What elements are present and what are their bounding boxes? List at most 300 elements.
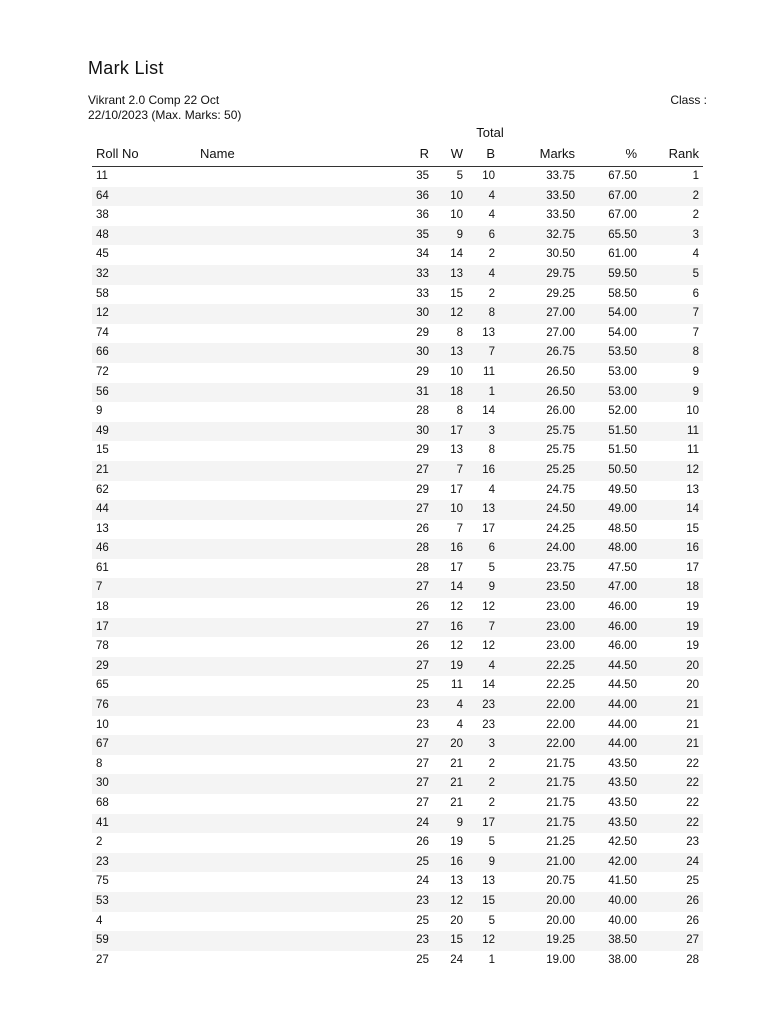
cell-percent: 52.00 <box>608 405 637 418</box>
cell-marks: 21.75 <box>546 797 575 809</box>
cell-wrong: 12 <box>450 307 463 320</box>
cell-rank: 22 <box>686 757 699 770</box>
cell-wrong: 15 <box>450 287 463 300</box>
cell-percent: 46.00 <box>608 640 637 653</box>
cell-right: 25 <box>416 953 429 966</box>
cell-right: 28 <box>416 561 429 574</box>
cell-percent: 42.50 <box>608 836 637 849</box>
cell-percent: 49.00 <box>608 503 637 516</box>
cell-roll-no: 38 <box>96 209 109 222</box>
cell-blank: 5 <box>488 561 495 574</box>
cell-blank: 5 <box>488 836 495 849</box>
column-header-wrong: W <box>450 146 463 161</box>
cell-roll-no: 13 <box>96 522 109 535</box>
cell-wrong: 12 <box>450 640 463 653</box>
cell-marks: 30.50 <box>546 248 575 261</box>
cell-roll-no: 17 <box>96 620 109 633</box>
cell-wrong: 21 <box>450 777 463 790</box>
cell-percent: 58.50 <box>608 287 637 300</box>
cell-right: 36 <box>416 209 429 222</box>
cell-blank: 7 <box>488 620 495 633</box>
cell-right: 26 <box>416 640 429 653</box>
cell-percent: 44.00 <box>608 699 637 712</box>
cell-right: 33 <box>416 267 429 280</box>
cell-rank: 22 <box>686 777 699 790</box>
table-row <box>92 833 703 853</box>
cell-blank: 8 <box>488 444 495 457</box>
cell-roll-no: 49 <box>96 424 109 437</box>
table-row <box>92 461 703 481</box>
cell-percent: 41.50 <box>608 875 637 888</box>
cell-blank: 23 <box>482 699 495 712</box>
cell-rank: 20 <box>686 659 699 672</box>
cell-marks: 33.50 <box>546 209 575 222</box>
cell-percent: 51.50 <box>608 424 637 437</box>
cell-blank: 9 <box>488 581 495 594</box>
cell-wrong: 7 <box>456 463 463 476</box>
column-header-blank: B <box>486 146 495 161</box>
cell-wrong: 19 <box>450 659 463 672</box>
cell-percent: 47.50 <box>608 561 637 574</box>
cell-rank: 11 <box>687 444 699 457</box>
cell-rank: 22 <box>686 797 699 809</box>
cell-marks: 21.75 <box>546 816 575 829</box>
cell-marks: 22.00 <box>546 738 575 751</box>
cell-wrong: 13 <box>450 346 463 359</box>
cell-marks: 22.00 <box>546 718 575 731</box>
cell-right: 27 <box>416 620 429 633</box>
table-row <box>92 167 703 187</box>
cell-roll-no: 30 <box>96 777 109 790</box>
cell-blank: 14 <box>482 679 495 692</box>
cell-percent: 54.00 <box>608 307 637 320</box>
cell-marks: 25.25 <box>546 463 575 476</box>
cell-marks: 19.25 <box>546 934 575 947</box>
cell-right: 34 <box>416 248 429 261</box>
cell-roll-no: 62 <box>96 483 109 496</box>
cell-right: 27 <box>416 463 429 476</box>
cell-blank: 1 <box>488 385 495 398</box>
cell-blank: 4 <box>488 209 495 222</box>
cell-roll-no: 27 <box>96 953 109 966</box>
table-row <box>92 520 703 540</box>
cell-rank: 18 <box>686 581 699 594</box>
cell-marks: 27.00 <box>546 326 575 339</box>
table-row <box>92 696 703 716</box>
cell-wrong: 10 <box>450 365 463 378</box>
cell-percent: 38.50 <box>608 934 637 947</box>
cell-blank: 10 <box>482 170 495 182</box>
cell-right: 26 <box>416 522 429 535</box>
cell-percent: 40.00 <box>608 914 637 927</box>
table-row <box>92 774 703 794</box>
cell-roll-no: 66 <box>96 346 109 359</box>
cell-right: 29 <box>416 444 429 457</box>
column-header-name: Name <box>200 146 235 161</box>
cell-rank: 2 <box>692 189 699 202</box>
cell-wrong: 20 <box>450 914 463 927</box>
cell-marks: 23.00 <box>546 601 575 614</box>
cell-rank: 15 <box>686 522 699 535</box>
cell-rank: 9 <box>692 385 699 398</box>
cell-percent: 53.00 <box>608 385 637 398</box>
cell-blank: 2 <box>488 757 495 770</box>
cell-wrong: 20 <box>450 738 463 751</box>
cell-rank: 22 <box>686 816 699 829</box>
cell-roll-no: 59 <box>96 934 109 947</box>
cell-roll-no: 72 <box>96 365 109 378</box>
table-row <box>92 206 703 226</box>
cell-blank: 15 <box>482 894 495 907</box>
table-row <box>92 500 703 520</box>
cell-rank: 13 <box>686 483 699 496</box>
table-row <box>92 676 703 696</box>
cell-marks: 24.00 <box>546 542 575 555</box>
cell-roll-no: 11 <box>96 170 108 182</box>
cell-blank: 4 <box>488 483 495 496</box>
cell-percent: 59.50 <box>608 267 637 280</box>
cell-wrong: 9 <box>456 816 463 829</box>
table-header-row <box>92 144 703 167</box>
cell-percent: 54.00 <box>608 326 637 339</box>
cell-percent: 65.50 <box>608 228 637 241</box>
cell-marks: 33.50 <box>546 189 575 202</box>
cell-right: 29 <box>416 365 429 378</box>
cell-wrong: 10 <box>450 189 463 202</box>
cell-wrong: 13 <box>450 444 463 457</box>
cell-rank: 26 <box>686 914 699 927</box>
cell-percent: 44.00 <box>608 718 637 731</box>
cell-wrong: 14 <box>450 248 463 261</box>
cell-wrong: 11 <box>451 679 463 692</box>
cell-right: 36 <box>416 189 429 202</box>
table-row <box>92 814 703 834</box>
cell-blank: 14 <box>482 405 495 418</box>
cell-percent: 47.00 <box>608 581 637 594</box>
cell-rank: 9 <box>692 365 699 378</box>
cell-marks: 21.75 <box>546 777 575 790</box>
table-row <box>92 245 703 265</box>
table-row <box>92 481 703 501</box>
cell-roll-no: 65 <box>96 679 109 692</box>
cell-wrong: 13 <box>450 875 463 888</box>
cell-marks: 26.00 <box>546 405 575 418</box>
column-header-marks: Marks <box>539 146 575 161</box>
cell-right: 23 <box>416 894 429 907</box>
cell-blank: 13 <box>482 326 495 339</box>
cell-marks: 23.75 <box>546 561 575 574</box>
cell-percent: 53.50 <box>608 346 637 359</box>
cell-marks: 19.00 <box>546 953 575 966</box>
table-body <box>92 167 703 970</box>
cell-blank: 6 <box>488 542 495 555</box>
cell-percent: 53.00 <box>608 365 637 378</box>
table-row <box>92 598 703 618</box>
cell-wrong: 16 <box>450 620 463 633</box>
cell-percent: 46.00 <box>608 620 637 633</box>
cell-right: 30 <box>416 307 429 320</box>
cell-percent: 67.50 <box>608 170 637 182</box>
table-row <box>92 402 703 422</box>
table-row <box>92 657 703 677</box>
cell-wrong: 10 <box>450 209 463 222</box>
cell-rank: 14 <box>686 503 699 516</box>
cell-roll-no: 23 <box>96 855 109 868</box>
cell-wrong: 12 <box>450 601 463 614</box>
cell-marks: 21.25 <box>546 836 575 849</box>
cell-rank: 5 <box>692 267 699 280</box>
cell-rank: 3 <box>692 228 699 241</box>
cell-rank: 24 <box>686 855 699 868</box>
cell-percent: 43.50 <box>608 777 637 790</box>
cell-blank: 3 <box>488 424 495 437</box>
cell-right: 33 <box>416 287 429 300</box>
cell-right: 23 <box>416 718 429 731</box>
cell-wrong: 4 <box>456 699 463 712</box>
cell-wrong: 17 <box>450 424 463 437</box>
cell-blank: 2 <box>488 287 495 300</box>
cell-rank: 21 <box>686 718 699 731</box>
cell-rank: 1 <box>692 170 699 182</box>
cell-marks: 24.75 <box>546 483 575 496</box>
column-header-rank: Rank <box>668 146 699 161</box>
total-group-header: Total <box>476 125 504 140</box>
cell-wrong: 21 <box>450 797 463 809</box>
cell-right: 24 <box>416 816 429 829</box>
cell-blank: 4 <box>488 659 495 672</box>
cell-rank: 17 <box>686 561 699 574</box>
cell-wrong: 8 <box>456 326 463 339</box>
column-header-roll-no: Roll No <box>96 146 139 161</box>
cell-blank: 1 <box>488 953 495 966</box>
cell-blank: 5 <box>488 914 495 927</box>
cell-rank: 7 <box>692 326 699 339</box>
cell-right: 30 <box>416 346 429 359</box>
cell-roll-no: 29 <box>96 659 109 672</box>
table-row <box>92 912 703 932</box>
cell-blank: 4 <box>488 189 495 202</box>
cell-right: 28 <box>416 405 429 418</box>
page-title: Mark List <box>88 58 164 78</box>
cell-percent: 51.50 <box>608 444 637 457</box>
cell-marks: 23.00 <box>546 640 575 653</box>
table-row <box>92 559 703 579</box>
cell-rank: 28 <box>686 953 699 966</box>
cell-marks: 26.50 <box>546 365 575 378</box>
table-row <box>92 187 703 207</box>
cell-percent: 44.50 <box>608 659 637 672</box>
cell-roll-no: 76 <box>96 699 109 712</box>
table-row <box>92 539 703 559</box>
cell-roll-no: 74 <box>96 326 109 339</box>
cell-wrong: 4 <box>456 718 463 731</box>
cell-roll-no: 48 <box>96 228 109 241</box>
cell-wrong: 9 <box>456 228 463 241</box>
cell-blank: 9 <box>488 855 495 868</box>
cell-percent: 48.50 <box>608 522 637 535</box>
cell-blank: 8 <box>488 307 495 320</box>
cell-rank: 16 <box>686 542 699 555</box>
cell-blank: 13 <box>482 503 495 516</box>
table-row <box>92 618 703 638</box>
cell-right: 27 <box>416 659 429 672</box>
cell-percent: 38.00 <box>608 953 637 966</box>
cell-blank: 2 <box>488 797 495 809</box>
table-row <box>92 637 703 657</box>
cell-rank: 4 <box>692 248 699 261</box>
cell-percent: 67.00 <box>608 189 637 202</box>
cell-percent: 43.50 <box>608 816 637 829</box>
cell-right: 26 <box>416 836 429 849</box>
cell-marks: 32.75 <box>546 228 575 241</box>
table-row <box>92 892 703 912</box>
marks-table <box>92 144 703 970</box>
cell-roll-no: 75 <box>96 875 109 888</box>
cell-right: 27 <box>416 777 429 790</box>
cell-roll-no: 2 <box>96 836 103 849</box>
table-row <box>92 324 703 344</box>
cell-marks: 20.00 <box>546 894 575 907</box>
cell-blank: 17 <box>482 522 495 535</box>
class-label: Class : <box>670 93 707 107</box>
cell-blank: 16 <box>482 463 495 476</box>
cell-blank: 4 <box>488 267 495 280</box>
exam-date: 22/10/2023 (Max. Marks: 50) <box>88 108 242 122</box>
cell-right: 25 <box>416 679 429 692</box>
cell-percent: 46.00 <box>608 601 637 614</box>
cell-roll-no: 78 <box>96 640 109 653</box>
cell-right: 27 <box>416 797 429 809</box>
cell-wrong: 18 <box>450 385 463 398</box>
column-header-right: R <box>419 146 429 161</box>
cell-rank: 23 <box>686 836 699 849</box>
cell-marks: 24.50 <box>546 503 575 516</box>
cell-blank: 6 <box>488 228 495 241</box>
cell-percent: 50.50 <box>608 463 637 476</box>
table-row <box>92 716 703 736</box>
cell-roll-no: 21 <box>96 463 109 476</box>
cell-blank: 12 <box>482 640 495 653</box>
cell-percent: 44.50 <box>608 679 637 692</box>
cell-blank: 2 <box>488 777 495 790</box>
cell-right: 27 <box>416 757 429 770</box>
cell-roll-no: 9 <box>96 405 103 418</box>
cell-roll-no: 64 <box>96 189 109 202</box>
cell-rank: 12 <box>686 463 699 476</box>
table-row <box>92 422 703 442</box>
cell-marks: 21.00 <box>546 855 575 868</box>
cell-roll-no: 46 <box>96 542 109 555</box>
cell-marks: 20.00 <box>546 914 575 927</box>
cell-roll-no: 45 <box>96 248 109 261</box>
cell-percent: 61.00 <box>608 248 637 261</box>
cell-rank: 7 <box>692 307 699 320</box>
cell-blank: 11 <box>483 365 495 378</box>
cell-marks: 22.25 <box>546 679 575 692</box>
cell-roll-no: 10 <box>96 718 109 731</box>
cell-blank: 12 <box>482 934 495 947</box>
cell-marks: 33.75 <box>546 170 575 182</box>
cell-roll-no: 15 <box>96 444 109 457</box>
cell-wrong: 24 <box>450 953 463 966</box>
table-row <box>92 441 703 461</box>
cell-marks: 20.75 <box>546 875 575 888</box>
cell-rank: 21 <box>686 699 699 712</box>
cell-wrong: 7 <box>456 522 463 535</box>
cell-percent: 48.00 <box>608 542 637 555</box>
cell-wrong: 15 <box>450 934 463 947</box>
cell-marks: 26.50 <box>546 385 575 398</box>
cell-roll-no: 18 <box>96 601 109 614</box>
cell-marks: 25.75 <box>546 424 575 437</box>
table-row <box>92 755 703 775</box>
cell-roll-no: 32 <box>96 267 109 280</box>
cell-rank: 21 <box>686 738 699 751</box>
cell-marks: 24.25 <box>546 522 575 535</box>
cell-wrong: 16 <box>450 542 463 555</box>
cell-wrong: 17 <box>450 483 463 496</box>
table-row <box>92 343 703 363</box>
cell-rank: 19 <box>686 601 699 614</box>
cell-rank: 25 <box>686 875 699 888</box>
cell-wrong: 21 <box>450 757 463 770</box>
cell-marks: 22.00 <box>546 699 575 712</box>
table-row <box>92 383 703 403</box>
cell-marks: 23.00 <box>546 620 575 633</box>
cell-rank: 26 <box>686 894 699 907</box>
cell-blank: 3 <box>488 738 495 751</box>
table-row <box>92 304 703 324</box>
cell-rank: 2 <box>692 209 699 222</box>
cell-right: 27 <box>416 738 429 751</box>
cell-marks: 27.00 <box>546 307 575 320</box>
cell-right: 24 <box>416 875 429 888</box>
cell-wrong: 14 <box>450 581 463 594</box>
cell-roll-no: 61 <box>96 561 109 574</box>
cell-rank: 8 <box>692 346 699 359</box>
exam-name: Vikrant 2.0 Comp 22 Oct <box>88 93 220 107</box>
table-row <box>92 285 703 305</box>
cell-wrong: 13 <box>450 267 463 280</box>
cell-right: 30 <box>416 424 429 437</box>
table-row <box>92 578 703 598</box>
cell-marks: 23.50 <box>546 581 575 594</box>
table-row <box>92 853 703 873</box>
cell-right: 26 <box>416 601 429 614</box>
cell-percent: 49.50 <box>608 483 637 496</box>
cell-marks: 29.25 <box>546 287 575 300</box>
cell-rank: 19 <box>686 640 699 653</box>
cell-blank: 2 <box>488 248 495 261</box>
cell-marks: 21.75 <box>546 757 575 770</box>
cell-right: 27 <box>416 503 429 516</box>
cell-right: 35 <box>416 170 429 182</box>
cell-wrong: 19 <box>450 836 463 849</box>
cell-marks: 22.25 <box>546 659 575 672</box>
cell-rank: 10 <box>686 405 699 418</box>
cell-rank: 11 <box>687 424 699 437</box>
cell-roll-no: 7 <box>96 581 103 594</box>
cell-roll-no: 41 <box>96 816 109 829</box>
cell-blank: 17 <box>482 816 495 829</box>
cell-roll-no: 58 <box>96 287 109 300</box>
cell-roll-no: 4 <box>96 914 103 927</box>
cell-right: 29 <box>416 483 429 496</box>
cell-wrong: 17 <box>450 561 463 574</box>
cell-roll-no: 12 <box>96 307 109 320</box>
cell-right: 35 <box>416 228 429 241</box>
cell-rank: 27 <box>686 934 699 947</box>
